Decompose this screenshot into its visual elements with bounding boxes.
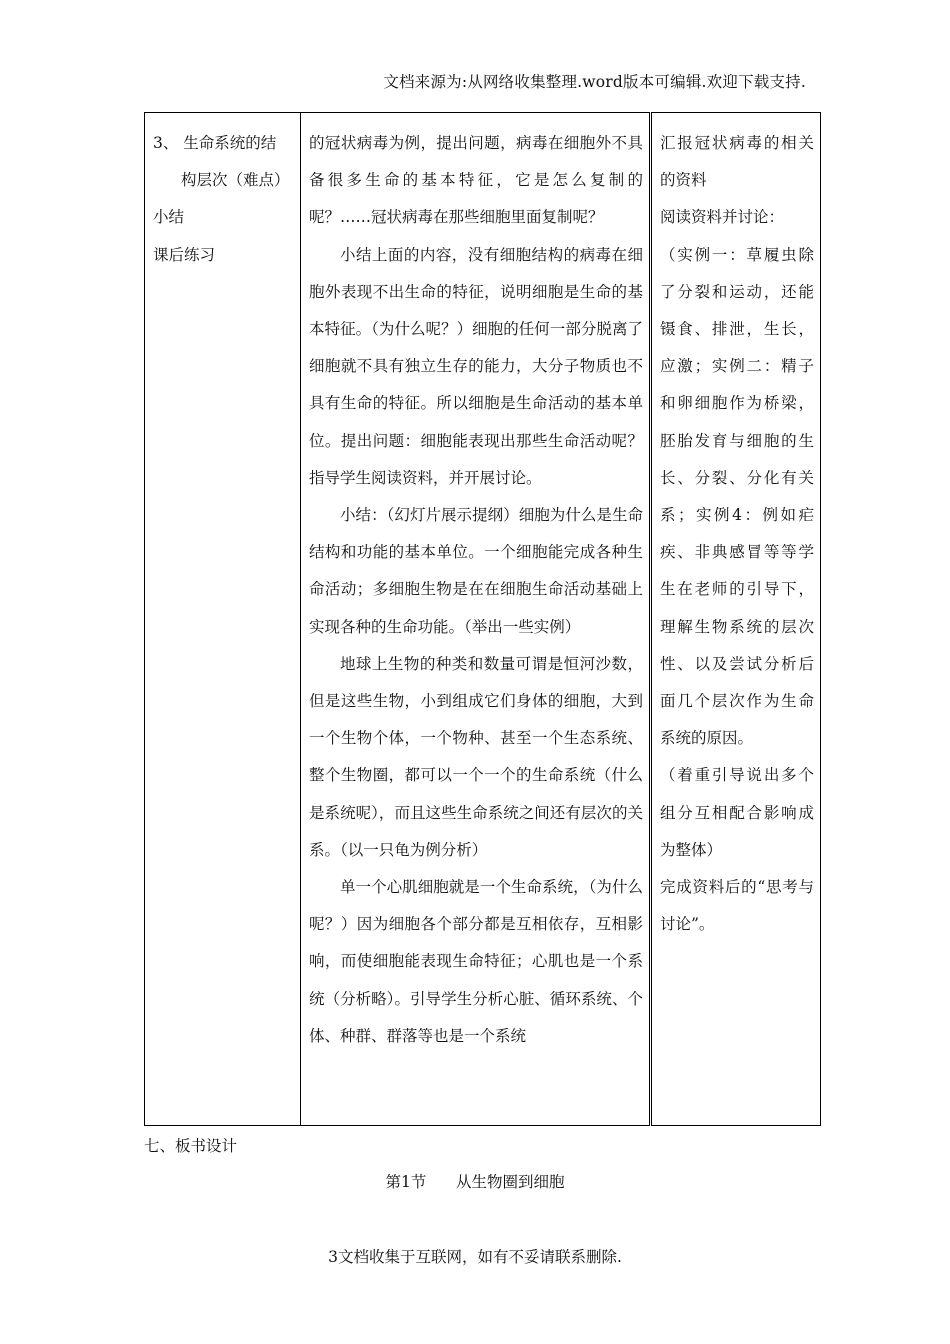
paragraph: 小结上面的内容，没有细胞结构的病毒在细胞外表现不出生命的特征，说明细胞是生命的基本特征。（为什么呢？）细胞的任何一部分脱离了细胞就不具有独立生存的能力，大分子物质也不具有生命的特征。所以细胞是生命活动的基本单位。提出问题：细胞能表现出那些生命活动呢？指导学生阅读资料，并开展讨论。 [309, 245, 643, 487]
paragraph: 完成资料后的“思考与讨论”。 [660, 878, 814, 934]
teaching-steps-cell [145, 113, 301, 1126]
paragraph: 小结：（幻灯片展示提纲）细胞为什么是生命结构和功能的基本单位。一个细胞能完成各种生命活动；多细胞生物是在在细胞生命活动基础上实现各种的生命功能。（举出一些实例） [309, 506, 643, 636]
paragraph: 地球上生物的种类和数量可谓是恒河沙数，但是这些生物，小到组成它们身体的细胞，大到一个生物个体，一个物种、甚至一个生态系统、整个生物圈，都可以一个一个的生命系统（什么是系统呢），而且这些生命系统之间还有层次的关系。（以一只龟为例分析） [309, 654, 643, 859]
paragraph: 的冠状病毒为例，提出问题，病毒在细胞外不具备很多生命的基本特征，它是怎么复制的呢？……冠状病毒在那些细胞里面复制呢？ [309, 134, 643, 227]
page-header: 文档来源为:从网络收集整理.word版本可编辑.欢迎下载支持. [383, 73, 806, 91]
page-footer: 3文档收集于互联网，如有不妥请联系删除. [328, 1248, 622, 1266]
paragraph: 阅读资料并讨论： [660, 208, 785, 227]
step-item: 小结 [153, 208, 185, 227]
section-title: 七、板书设计 [144, 1137, 238, 1155]
step-item: 构层次（难点） [181, 171, 290, 190]
board-design-title: 第1节 从生物圈到细胞 [385, 1173, 565, 1191]
teacher-activity-cell [301, 113, 651, 1126]
step-item: 课后练习 [153, 245, 216, 264]
paragraph: （着重引导说出多个组分互相配合影响成为整体） [660, 766, 814, 859]
lesson-plan-table [144, 112, 821, 1126]
step-item: 3、 生命系统的结 [153, 134, 277, 152]
paragraph: （实例一：草履虫除了分裂和运动，还能镊食、排泄，生长，应激；实例二：精子和卵细胞作为桥梁，胚胎发育与细胞的生长、分裂、分化有关系；实例4：例如疟疾、非典感冒等等学生在老师的引导下，理解生物系统的层次性、以及尝试分析后面几个层次作为生命系统的原因。 [660, 245, 814, 748]
student-activity-cell [651, 113, 821, 1126]
paragraph: 单一个心肌细胞就是一个生命系统，（为什么呢？）因为细胞各个部分都是互相依存，互相影响，而使细胞能表现生命特征；心肌也是一个系统（分析略）。引导学生分析心脏、循环系统、个体、种群、群落等也是一个系统 [309, 878, 643, 1045]
table-row [145, 113, 821, 1126]
paragraph: 汇报冠状病毒的相关的资料 [660, 134, 814, 190]
